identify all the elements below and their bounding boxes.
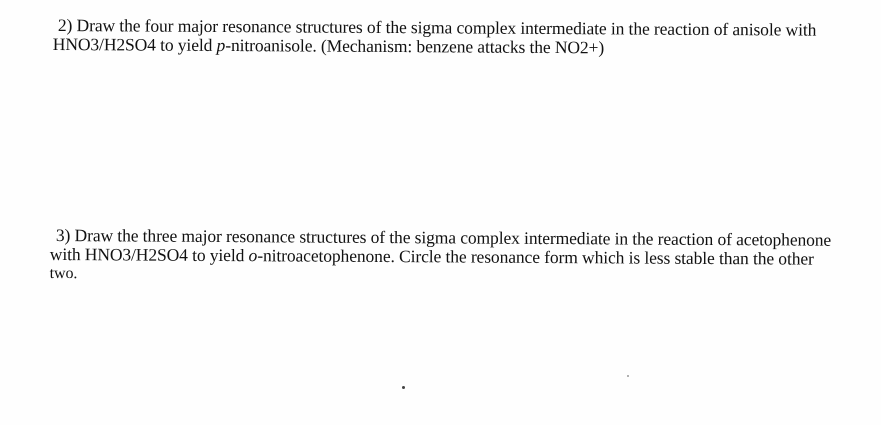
question-3-ortho-prefix: o bbox=[248, 245, 258, 266]
question-2-line-2-end: -nitroanisole. (Mechanism: benzene attacks the NO2+) bbox=[225, 35, 605, 58]
question-2 bbox=[52, 15, 858, 59]
scan-speck bbox=[402, 386, 405, 389]
question-2-line-1: 2) Draw the four major resonance structures of the sigma complex intermediate in the reaction of anisole with bbox=[57, 15, 817, 40]
question-3-line-1: 3) Draw the three major resonance structures of the sigma complex intermediate in the reaction of acetophenone bbox=[55, 225, 832, 250]
question-2-line-2-start: HNO3/H2SO4 to yield bbox=[52, 33, 217, 55]
scan-speck bbox=[627, 375, 629, 377]
question-3 bbox=[49, 225, 866, 288]
question-3-line-2-end: -nitroacetophenone. Circle the resonance form which is less stable than the other bbox=[257, 245, 814, 269]
question-3-line-3: two. bbox=[49, 264, 78, 283]
question-2-para-prefix: p bbox=[216, 34, 226, 56]
question-3-line-2-start: with HNO3/H2SO4 to yield bbox=[49, 243, 249, 266]
